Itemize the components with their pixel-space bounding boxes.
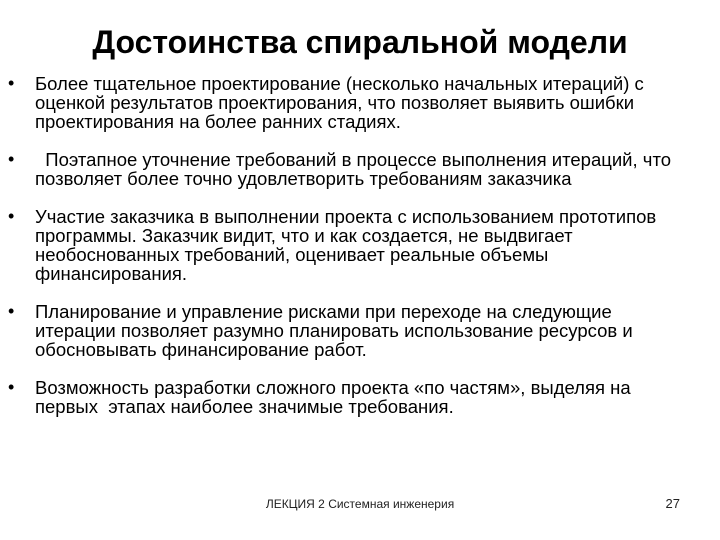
bullet-item bbox=[0, 207, 695, 283]
page-number: 27 bbox=[665, 496, 680, 511]
bullet-item bbox=[0, 150, 695, 188]
bullet-marker: • bbox=[8, 377, 15, 397]
bullet-text: Возможность разработки сложного проекта «по частям», выделяя на первых этапах наиболее значимые требования. bbox=[35, 377, 636, 417]
bullet-text: Более тщательное проектирование (несколько начальных итераций) с оценкой результатов проектирования, что позволяет выявить ошибки проектирования на более ранних стадиях. bbox=[35, 73, 644, 132]
bullet-marker: • bbox=[8, 73, 15, 93]
slide-title: Достоинства спиральной модели bbox=[92, 24, 628, 60]
footer-lecture-label: ЛЕКЦИЯ 2 Системная инженерия bbox=[265, 497, 455, 511]
bullet-text: Поэтапное уточнение требований в процессе выполнения итераций, что позволяет более точно удовлетворить требованиям заказчика bbox=[35, 149, 687, 189]
bullet-marker: • bbox=[8, 149, 15, 169]
bullet-text: Планирование и управление рисками при переходе на следующие итерации позволяет разумно планировать использование ресурсов и обосновывать финансирование работ. bbox=[35, 301, 633, 360]
bullet-marker: • bbox=[8, 301, 15, 321]
bullet-list bbox=[0, 74, 720, 435]
bullet-item bbox=[0, 74, 695, 131]
bullet-text: Участие заказчика в выполнении проекта с использованием прототипов программы. Заказчик видит, что и как создается, не выдвигает необоснованных требований, оценивает реальные объемы финансирования. bbox=[35, 206, 657, 284]
bullet-item bbox=[0, 302, 695, 359]
bullet-marker: • bbox=[8, 206, 15, 226]
bullet-item bbox=[0, 378, 695, 416]
